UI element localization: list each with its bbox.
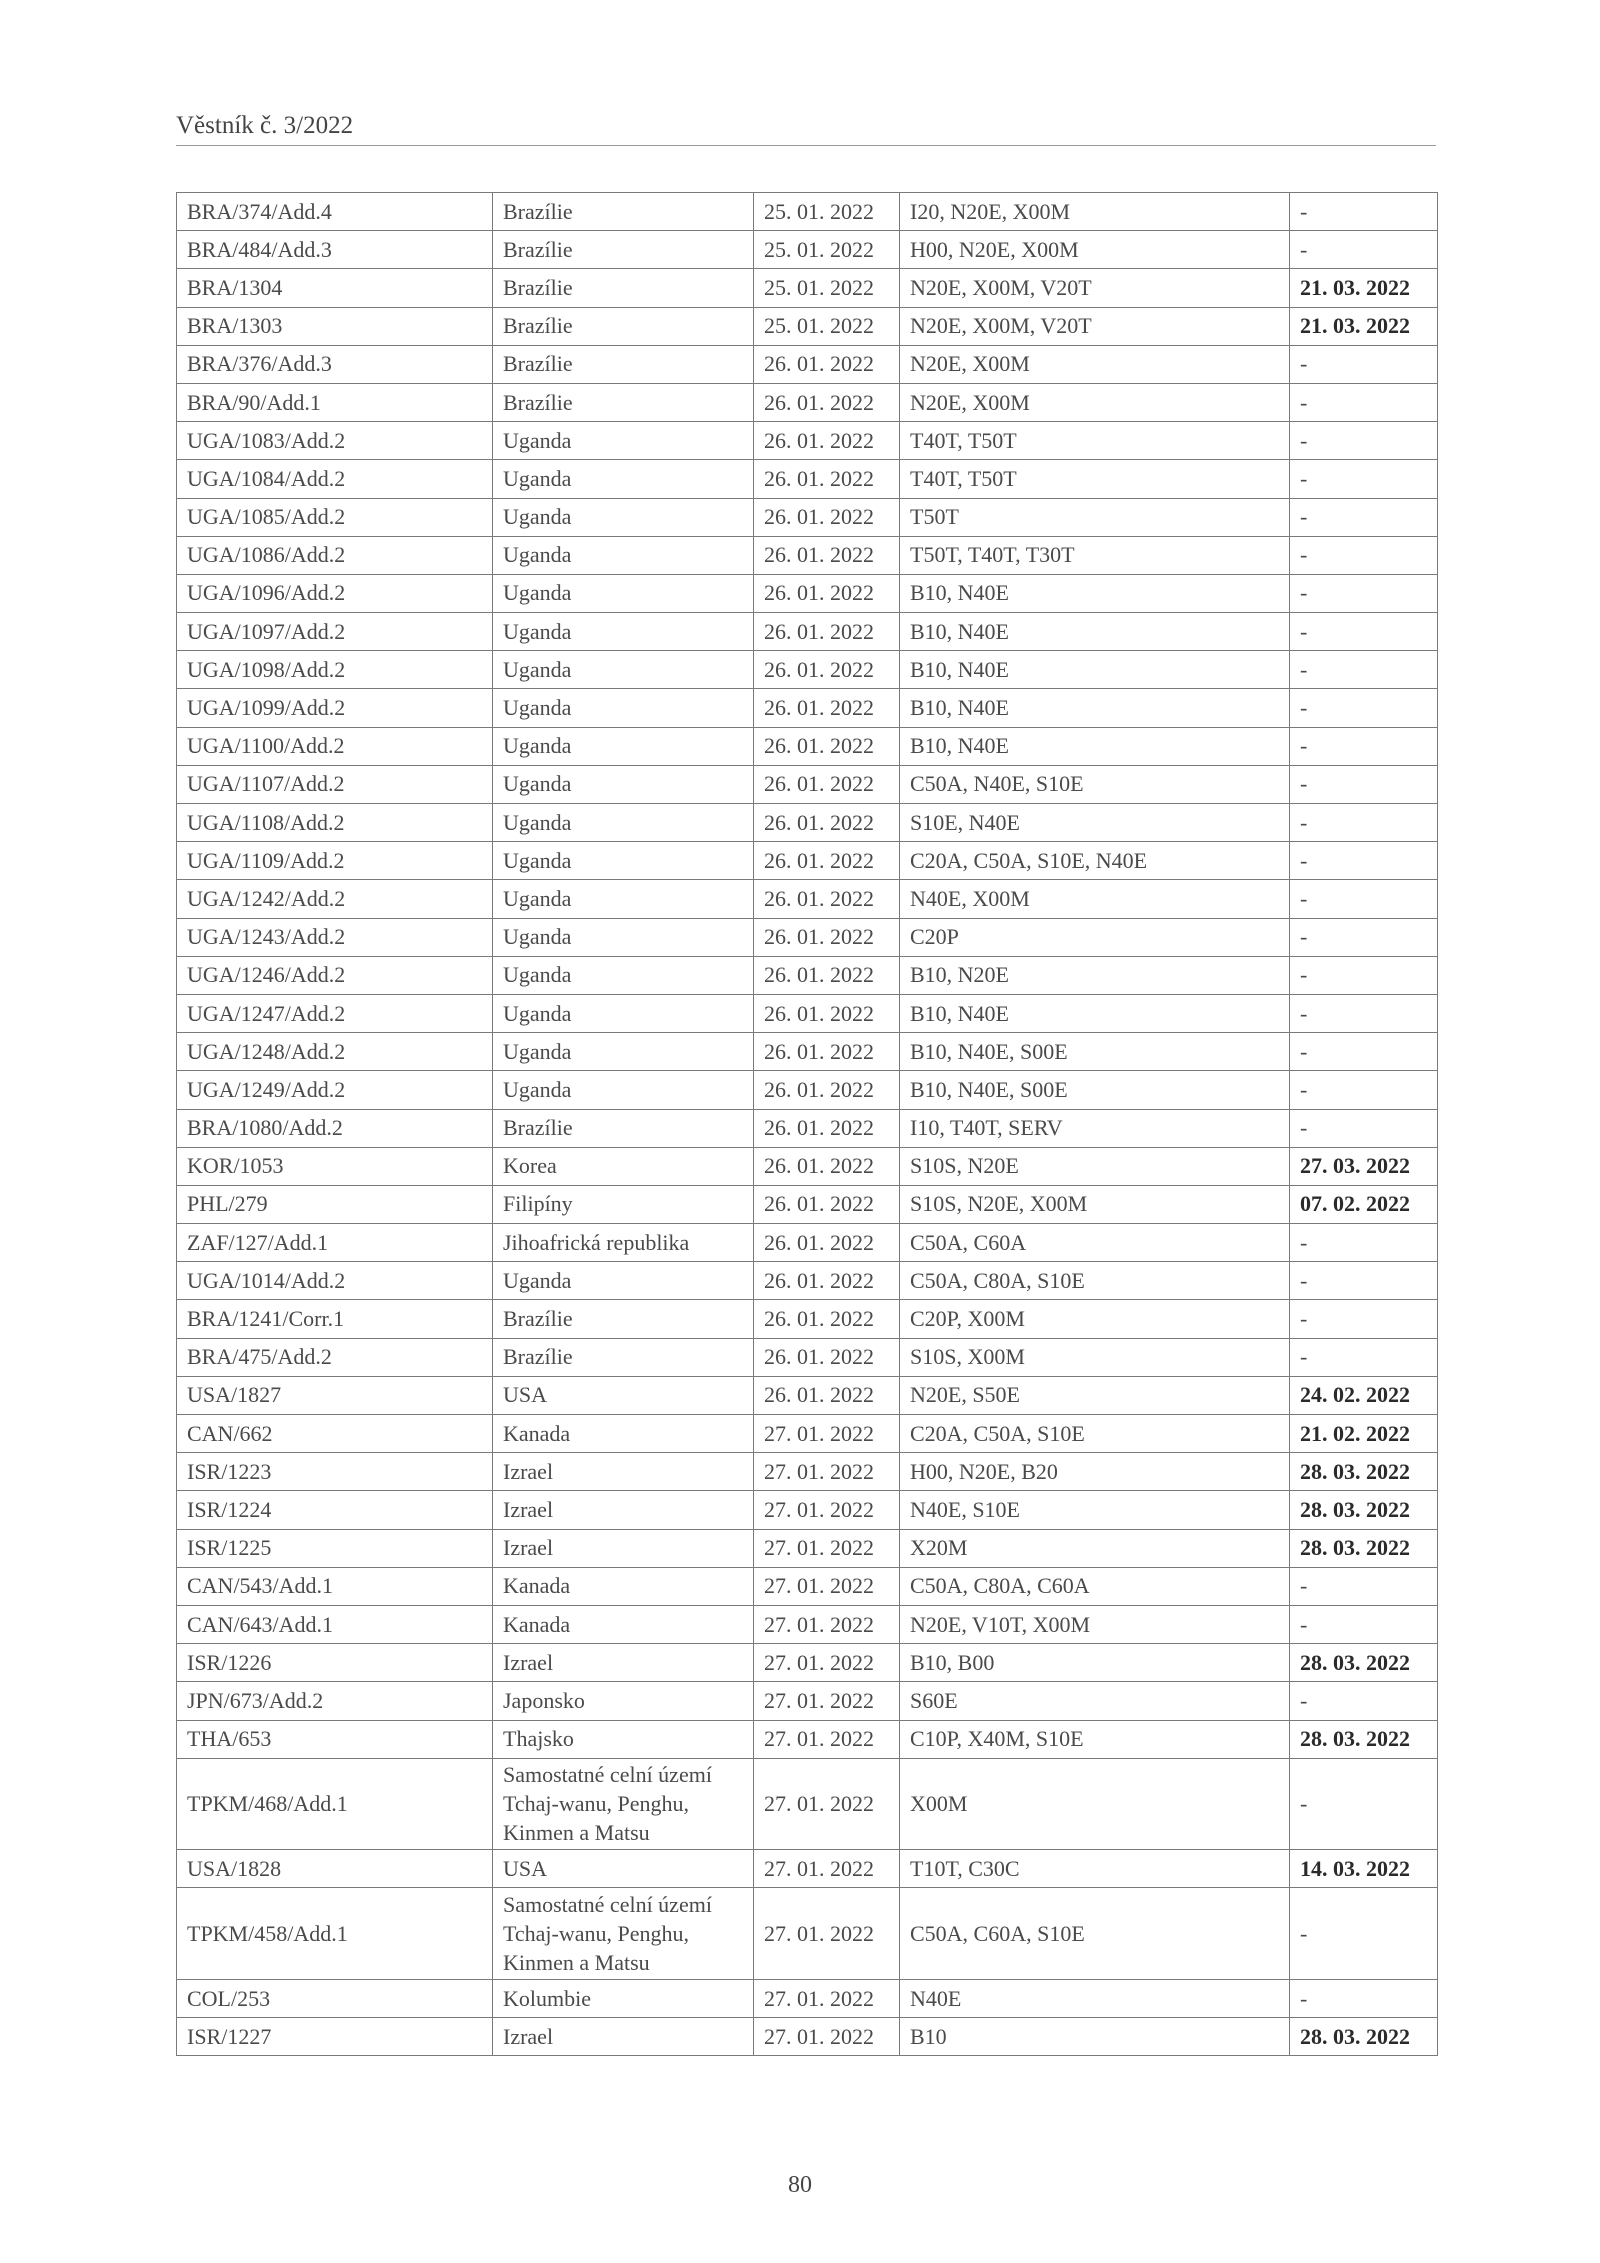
classification-codes-cell: H00, N20E, X00M bbox=[900, 231, 1290, 269]
table-row bbox=[177, 460, 1438, 498]
notification-code-cell: ZAF/127/Add.1 bbox=[177, 1224, 493, 1262]
date-cell: 27. 01. 2022 bbox=[754, 1980, 900, 2018]
deadline-cell: - bbox=[1290, 1605, 1438, 1643]
date-cell: 27. 01. 2022 bbox=[754, 1529, 900, 1567]
table-row bbox=[177, 765, 1438, 803]
classification-codes-cell: X00M bbox=[900, 1758, 1290, 1850]
table-row bbox=[177, 1644, 1438, 1682]
date-cell: 27. 01. 2022 bbox=[754, 2018, 900, 2056]
notification-code-cell: BRA/90/Add.1 bbox=[177, 383, 493, 421]
date-cell: 26. 01. 2022 bbox=[754, 345, 900, 383]
country-cell: Uganda bbox=[493, 574, 754, 612]
deadline-cell: - bbox=[1290, 193, 1438, 231]
notification-code-cell: JPN/673/Add.2 bbox=[177, 1682, 493, 1720]
table-row bbox=[177, 1109, 1438, 1147]
table-row bbox=[177, 1980, 1438, 2018]
deadline-cell: - bbox=[1290, 1071, 1438, 1109]
table-row bbox=[177, 1850, 1438, 1888]
classification-codes-cell: N40E, S10E bbox=[900, 1491, 1290, 1529]
country-cell: Brazílie bbox=[493, 1300, 754, 1338]
classification-codes-cell: T40T, T50T bbox=[900, 460, 1290, 498]
table-row bbox=[177, 1147, 1438, 1185]
country-cell: Izrael bbox=[493, 1453, 754, 1491]
notification-code-cell: ISR/1224 bbox=[177, 1491, 493, 1529]
deadline-cell: - bbox=[1290, 536, 1438, 574]
notification-code-cell: UGA/1014/Add.2 bbox=[177, 1262, 493, 1300]
classification-codes-cell: N20E, S50E bbox=[900, 1376, 1290, 1414]
deadline-cell: - bbox=[1290, 1758, 1438, 1850]
deadline-cell: - bbox=[1290, 804, 1438, 842]
date-cell: 27. 01. 2022 bbox=[754, 1453, 900, 1491]
country-cell: Uganda bbox=[493, 613, 754, 651]
deadline-cell: - bbox=[1290, 994, 1438, 1032]
country-cell: Uganda bbox=[493, 804, 754, 842]
date-cell: 26. 01. 2022 bbox=[754, 536, 900, 574]
notification-code-cell: BRA/1080/Add.2 bbox=[177, 1109, 493, 1147]
classification-codes-cell: C50A, N40E, S10E bbox=[900, 765, 1290, 803]
table-row bbox=[177, 956, 1438, 994]
date-cell: 26. 01. 2022 bbox=[754, 1376, 900, 1414]
table-row bbox=[177, 1376, 1438, 1414]
deadline-cell: 21. 02. 2022 bbox=[1290, 1415, 1438, 1453]
deadline-cell: - bbox=[1290, 1980, 1438, 2018]
classification-codes-cell: C50A, C60A, S10E bbox=[900, 1888, 1290, 1980]
country-cell: Brazílie bbox=[493, 1109, 754, 1147]
deadline-cell: 28. 03. 2022 bbox=[1290, 1644, 1438, 1682]
notification-code-cell: UGA/1246/Add.2 bbox=[177, 956, 493, 994]
table-row bbox=[177, 231, 1438, 269]
classification-codes-cell: T10T, C30C bbox=[900, 1850, 1290, 1888]
classification-codes-cell: B10, N40E bbox=[900, 651, 1290, 689]
date-cell: 27. 01. 2022 bbox=[754, 1491, 900, 1529]
country-cell: Korea bbox=[493, 1147, 754, 1185]
deadline-cell: - bbox=[1290, 1033, 1438, 1071]
classification-codes-cell: N20E, X00M, V20T bbox=[900, 307, 1290, 345]
deadline-cell: - bbox=[1290, 460, 1438, 498]
classification-codes-cell: C10P, X40M, S10E bbox=[900, 1720, 1290, 1758]
classification-codes-cell: C50A, C80A, S10E bbox=[900, 1262, 1290, 1300]
deadline-cell: - bbox=[1290, 1300, 1438, 1338]
date-cell: 25. 01. 2022 bbox=[754, 269, 900, 307]
country-cell: Brazílie bbox=[493, 345, 754, 383]
table-row bbox=[177, 193, 1438, 231]
country-cell: Izrael bbox=[493, 1491, 754, 1529]
date-cell: 27. 01. 2022 bbox=[754, 1415, 900, 1453]
classification-codes-cell: I20, N20E, X00M bbox=[900, 193, 1290, 231]
table-row bbox=[177, 1338, 1438, 1376]
date-cell: 26. 01. 2022 bbox=[754, 1262, 900, 1300]
classification-codes-cell: I10, T40T, SERV bbox=[900, 1109, 1290, 1147]
deadline-cell: - bbox=[1290, 231, 1438, 269]
country-cell: Uganda bbox=[493, 498, 754, 536]
country-cell: Kanada bbox=[493, 1415, 754, 1453]
classification-codes-cell: S60E bbox=[900, 1682, 1290, 1720]
deadline-cell: 21. 03. 2022 bbox=[1290, 307, 1438, 345]
notification-code-cell: UGA/1100/Add.2 bbox=[177, 727, 493, 765]
date-cell: 26. 01. 2022 bbox=[754, 994, 900, 1032]
classification-codes-cell: C20A, C50A, S10E, N40E bbox=[900, 842, 1290, 880]
table-row bbox=[177, 918, 1438, 956]
country-cell: Uganda bbox=[493, 880, 754, 918]
date-cell: 26. 01. 2022 bbox=[754, 727, 900, 765]
notification-code-cell: UGA/1099/Add.2 bbox=[177, 689, 493, 727]
date-cell: 26. 01. 2022 bbox=[754, 842, 900, 880]
deadline-cell: - bbox=[1290, 1262, 1438, 1300]
country-cell: Kolumbie bbox=[493, 1980, 754, 2018]
classification-codes-cell: C20A, C50A, S10E bbox=[900, 1415, 1290, 1453]
notification-code-cell: UGA/1247/Add.2 bbox=[177, 994, 493, 1032]
notification-code-cell: KOR/1053 bbox=[177, 1147, 493, 1185]
country-cell: Kanada bbox=[493, 1567, 754, 1605]
table-row bbox=[177, 613, 1438, 651]
country-cell: Uganda bbox=[493, 765, 754, 803]
country-cell: Uganda bbox=[493, 1033, 754, 1071]
date-cell: 26. 01. 2022 bbox=[754, 1033, 900, 1071]
classification-codes-cell: S10S, X00M bbox=[900, 1338, 1290, 1376]
deadline-cell: - bbox=[1290, 383, 1438, 421]
notification-code-cell: BRA/1304 bbox=[177, 269, 493, 307]
date-cell: 26. 01. 2022 bbox=[754, 689, 900, 727]
date-cell: 27. 01. 2022 bbox=[754, 1644, 900, 1682]
notification-code-cell: UGA/1109/Add.2 bbox=[177, 842, 493, 880]
notification-code-cell: UGA/1085/Add.2 bbox=[177, 498, 493, 536]
table-row bbox=[177, 1262, 1438, 1300]
table-row bbox=[177, 1605, 1438, 1643]
date-cell: 27. 01. 2022 bbox=[754, 1567, 900, 1605]
table-row bbox=[177, 1491, 1438, 1529]
table-row bbox=[177, 1224, 1438, 1262]
table-row bbox=[177, 269, 1438, 307]
notification-code-cell: ISR/1226 bbox=[177, 1644, 493, 1682]
deadline-cell: - bbox=[1290, 422, 1438, 460]
table-row bbox=[177, 1567, 1438, 1605]
date-cell: 25. 01. 2022 bbox=[754, 307, 900, 345]
notification-code-cell: THA/653 bbox=[177, 1720, 493, 1758]
country-cell: Uganda bbox=[493, 460, 754, 498]
date-cell: 26. 01. 2022 bbox=[754, 1109, 900, 1147]
deadline-cell: 07. 02. 2022 bbox=[1290, 1185, 1438, 1223]
deadline-cell: 28. 03. 2022 bbox=[1290, 1720, 1438, 1758]
country-cell: Samostatné celní území Tchaj-wanu, Penghu, Kinmen a Matsu bbox=[493, 1888, 754, 1980]
notification-code-cell: BRA/1303 bbox=[177, 307, 493, 345]
country-cell: Japonsko bbox=[493, 1682, 754, 1720]
notification-code-cell: UGA/1243/Add.2 bbox=[177, 918, 493, 956]
notification-code-cell: UGA/1248/Add.2 bbox=[177, 1033, 493, 1071]
country-cell: Brazílie bbox=[493, 231, 754, 269]
deadline-cell: - bbox=[1290, 1109, 1438, 1147]
notification-code-cell: BRA/1241/Corr.1 bbox=[177, 1300, 493, 1338]
deadline-cell: 28. 03. 2022 bbox=[1290, 1453, 1438, 1491]
classification-codes-cell: N40E bbox=[900, 1980, 1290, 2018]
classification-codes-cell: N20E, X00M bbox=[900, 345, 1290, 383]
classification-codes-cell: S10S, N20E, X00M bbox=[900, 1185, 1290, 1223]
date-cell: 26. 01. 2022 bbox=[754, 1300, 900, 1338]
classification-codes-cell: T50T bbox=[900, 498, 1290, 536]
date-cell: 27. 01. 2022 bbox=[754, 1682, 900, 1720]
table-row bbox=[177, 1415, 1438, 1453]
classification-codes-cell: B10, N20E bbox=[900, 956, 1290, 994]
classification-codes-cell: T40T, T50T bbox=[900, 422, 1290, 460]
notification-code-cell: CAN/662 bbox=[177, 1415, 493, 1453]
country-cell: Uganda bbox=[493, 956, 754, 994]
date-cell: 26. 01. 2022 bbox=[754, 574, 900, 612]
table-row bbox=[177, 1185, 1438, 1223]
notification-code-cell: ISR/1225 bbox=[177, 1529, 493, 1567]
table-row bbox=[177, 1529, 1438, 1567]
notification-code-cell: BRA/376/Add.3 bbox=[177, 345, 493, 383]
classification-codes-cell: B10, N40E bbox=[900, 574, 1290, 612]
header-divider bbox=[176, 145, 1436, 146]
notification-code-cell: USA/1828 bbox=[177, 1850, 493, 1888]
table-row bbox=[177, 1071, 1438, 1109]
table-row bbox=[177, 1682, 1438, 1720]
country-cell: Brazílie bbox=[493, 383, 754, 421]
table-row bbox=[177, 651, 1438, 689]
notification-code-cell: CAN/643/Add.1 bbox=[177, 1605, 493, 1643]
notification-code-cell: UGA/1249/Add.2 bbox=[177, 1071, 493, 1109]
classification-codes-cell: B10, N40E bbox=[900, 689, 1290, 727]
notifications-table bbox=[176, 192, 1438, 2056]
classification-codes-cell: N40E, X00M bbox=[900, 880, 1290, 918]
table-row bbox=[177, 1720, 1438, 1758]
country-cell: Brazílie bbox=[493, 269, 754, 307]
date-cell: 26. 01. 2022 bbox=[754, 918, 900, 956]
notification-code-cell: UGA/1084/Add.2 bbox=[177, 460, 493, 498]
table-row bbox=[177, 498, 1438, 536]
notification-code-cell: UGA/1083/Add.2 bbox=[177, 422, 493, 460]
deadline-cell: - bbox=[1290, 842, 1438, 880]
country-cell: Uganda bbox=[493, 842, 754, 880]
date-cell: 26. 01. 2022 bbox=[754, 1338, 900, 1376]
classification-codes-cell: X20M bbox=[900, 1529, 1290, 1567]
table-row bbox=[177, 2018, 1438, 2056]
country-cell: Uganda bbox=[493, 918, 754, 956]
notification-code-cell: BRA/374/Add.4 bbox=[177, 193, 493, 231]
deadline-cell: 27. 03. 2022 bbox=[1290, 1147, 1438, 1185]
country-cell: Filipíny bbox=[493, 1185, 754, 1223]
date-cell: 26. 01. 2022 bbox=[754, 460, 900, 498]
table-row bbox=[177, 1758, 1438, 1850]
table-row bbox=[177, 574, 1438, 612]
deadline-cell: 14. 03. 2022 bbox=[1290, 1850, 1438, 1888]
country-cell: Izrael bbox=[493, 2018, 754, 2056]
date-cell: 26. 01. 2022 bbox=[754, 765, 900, 803]
notification-code-cell: UGA/1097/Add.2 bbox=[177, 613, 493, 651]
notification-code-cell: TPKM/458/Add.1 bbox=[177, 1888, 493, 1980]
deadline-cell: - bbox=[1290, 345, 1438, 383]
date-cell: 26. 01. 2022 bbox=[754, 498, 900, 536]
notification-code-cell: USA/1827 bbox=[177, 1376, 493, 1414]
notification-code-cell: TPKM/468/Add.1 bbox=[177, 1758, 493, 1850]
deadline-cell: - bbox=[1290, 727, 1438, 765]
deadline-cell: - bbox=[1290, 1224, 1438, 1262]
country-cell: Uganda bbox=[493, 651, 754, 689]
notification-code-cell: UGA/1098/Add.2 bbox=[177, 651, 493, 689]
deadline-cell: 28. 03. 2022 bbox=[1290, 2018, 1438, 2056]
date-cell: 26. 01. 2022 bbox=[754, 422, 900, 460]
country-cell: Brazílie bbox=[493, 307, 754, 345]
country-cell: USA bbox=[493, 1850, 754, 1888]
table-body bbox=[177, 193, 1438, 2056]
date-cell: 26. 01. 2022 bbox=[754, 613, 900, 651]
table-row bbox=[177, 880, 1438, 918]
date-cell: 26. 01. 2022 bbox=[754, 1147, 900, 1185]
notification-code-cell: UGA/1086/Add.2 bbox=[177, 536, 493, 574]
country-cell: Samostatné celní území Tchaj-wanu, Penghu, Kinmen a Matsu bbox=[493, 1758, 754, 1850]
classification-codes-cell: C50A, C80A, C60A bbox=[900, 1567, 1290, 1605]
classification-codes-cell: H00, N20E, B20 bbox=[900, 1453, 1290, 1491]
deadline-cell: - bbox=[1290, 765, 1438, 803]
classification-codes-cell: N20E, X00M bbox=[900, 383, 1290, 421]
country-cell: Uganda bbox=[493, 536, 754, 574]
notification-code-cell: BRA/475/Add.2 bbox=[177, 1338, 493, 1376]
table-row bbox=[177, 307, 1438, 345]
classification-codes-cell: C20P bbox=[900, 918, 1290, 956]
date-cell: 26. 01. 2022 bbox=[754, 880, 900, 918]
country-cell: Uganda bbox=[493, 994, 754, 1032]
date-cell: 26. 01. 2022 bbox=[754, 651, 900, 689]
table-row bbox=[177, 383, 1438, 421]
deadline-cell: - bbox=[1290, 1682, 1438, 1720]
table-row bbox=[177, 1453, 1438, 1491]
country-cell: Brazílie bbox=[493, 1338, 754, 1376]
date-cell: 26. 01. 2022 bbox=[754, 1224, 900, 1262]
deadline-cell: - bbox=[1290, 689, 1438, 727]
notification-code-cell: ISR/1223 bbox=[177, 1453, 493, 1491]
classification-codes-cell: B10, N40E, S00E bbox=[900, 1071, 1290, 1109]
date-cell: 27. 01. 2022 bbox=[754, 1605, 900, 1643]
notification-code-cell: UGA/1108/Add.2 bbox=[177, 804, 493, 842]
table-row bbox=[177, 1300, 1438, 1338]
date-cell: 27. 01. 2022 bbox=[754, 1720, 900, 1758]
country-cell: Uganda bbox=[493, 1262, 754, 1300]
table-row bbox=[177, 842, 1438, 880]
country-cell: Uganda bbox=[493, 689, 754, 727]
classification-codes-cell: C50A, C60A bbox=[900, 1224, 1290, 1262]
classification-codes-cell: B10, N40E, S00E bbox=[900, 1033, 1290, 1071]
deadline-cell: - bbox=[1290, 880, 1438, 918]
date-cell: 26. 01. 2022 bbox=[754, 956, 900, 994]
deadline-cell: - bbox=[1290, 1567, 1438, 1605]
classification-codes-cell: C20P, X00M bbox=[900, 1300, 1290, 1338]
classification-codes-cell: B10, N40E bbox=[900, 994, 1290, 1032]
notification-code-cell: ISR/1227 bbox=[177, 2018, 493, 2056]
country-cell: Thajsko bbox=[493, 1720, 754, 1758]
deadline-cell: - bbox=[1290, 956, 1438, 994]
deadline-cell: - bbox=[1290, 574, 1438, 612]
classification-codes-cell: B10, N40E bbox=[900, 727, 1290, 765]
page-number: 80 bbox=[788, 2172, 812, 2198]
table-row bbox=[177, 804, 1438, 842]
date-cell: 26. 01. 2022 bbox=[754, 804, 900, 842]
table-row bbox=[177, 994, 1438, 1032]
date-cell: 27. 01. 2022 bbox=[754, 1758, 900, 1850]
notification-code-cell: PHL/279 bbox=[177, 1185, 493, 1223]
deadline-cell: - bbox=[1290, 651, 1438, 689]
date-cell: 26. 01. 2022 bbox=[754, 383, 900, 421]
deadline-cell: 28. 03. 2022 bbox=[1290, 1491, 1438, 1529]
notification-code-cell: BRA/484/Add.3 bbox=[177, 231, 493, 269]
classification-codes-cell: T50T, T40T, T30T bbox=[900, 536, 1290, 574]
deadline-cell: 21. 03. 2022 bbox=[1290, 269, 1438, 307]
deadline-cell: 24. 02. 2022 bbox=[1290, 1376, 1438, 1414]
country-cell: Izrael bbox=[493, 1644, 754, 1682]
date-cell: 25. 01. 2022 bbox=[754, 231, 900, 269]
deadline-cell: - bbox=[1290, 918, 1438, 956]
date-cell: 27. 01. 2022 bbox=[754, 1888, 900, 1980]
notification-code-cell: UGA/1107/Add.2 bbox=[177, 765, 493, 803]
notification-code-cell: CAN/543/Add.1 bbox=[177, 1567, 493, 1605]
country-cell: Uganda bbox=[493, 727, 754, 765]
country-cell: Jihoafrická republika bbox=[493, 1224, 754, 1262]
page-header-title: Věstník č. 3/2022 bbox=[176, 112, 354, 139]
deadline-cell: 28. 03. 2022 bbox=[1290, 1529, 1438, 1567]
notification-code-cell: UGA/1096/Add.2 bbox=[177, 574, 493, 612]
country-cell: USA bbox=[493, 1376, 754, 1414]
notification-code-cell: UGA/1242/Add.2 bbox=[177, 880, 493, 918]
deadline-cell: - bbox=[1290, 613, 1438, 651]
table-row bbox=[177, 1033, 1438, 1071]
date-cell: 26. 01. 2022 bbox=[754, 1071, 900, 1109]
country-cell: Brazílie bbox=[493, 193, 754, 231]
deadline-cell: - bbox=[1290, 1888, 1438, 1980]
classification-codes-cell: N20E, X00M, V20T bbox=[900, 269, 1290, 307]
deadline-cell: - bbox=[1290, 498, 1438, 536]
date-cell: 27. 01. 2022 bbox=[754, 1850, 900, 1888]
table-row bbox=[177, 536, 1438, 574]
date-cell: 26. 01. 2022 bbox=[754, 1185, 900, 1223]
classification-codes-cell: B10, N40E bbox=[900, 613, 1290, 651]
country-cell: Kanada bbox=[493, 1605, 754, 1643]
table-row bbox=[177, 345, 1438, 383]
table-row bbox=[177, 727, 1438, 765]
country-cell: Uganda bbox=[493, 1071, 754, 1109]
date-cell: 25. 01. 2022 bbox=[754, 193, 900, 231]
notification-code-cell: COL/253 bbox=[177, 1980, 493, 2018]
classification-codes-cell: B10 bbox=[900, 2018, 1290, 2056]
table-row bbox=[177, 1888, 1438, 1980]
classification-codes-cell: S10S, N20E bbox=[900, 1147, 1290, 1185]
classification-codes-cell: S10E, N40E bbox=[900, 804, 1290, 842]
country-cell: Uganda bbox=[493, 422, 754, 460]
deadline-cell: - bbox=[1290, 1338, 1438, 1376]
classification-codes-cell: N20E, V10T, X00M bbox=[900, 1605, 1290, 1643]
classification-codes-cell: B10, B00 bbox=[900, 1644, 1290, 1682]
table-row bbox=[177, 689, 1438, 727]
table-row bbox=[177, 422, 1438, 460]
country-cell: Izrael bbox=[493, 1529, 754, 1567]
